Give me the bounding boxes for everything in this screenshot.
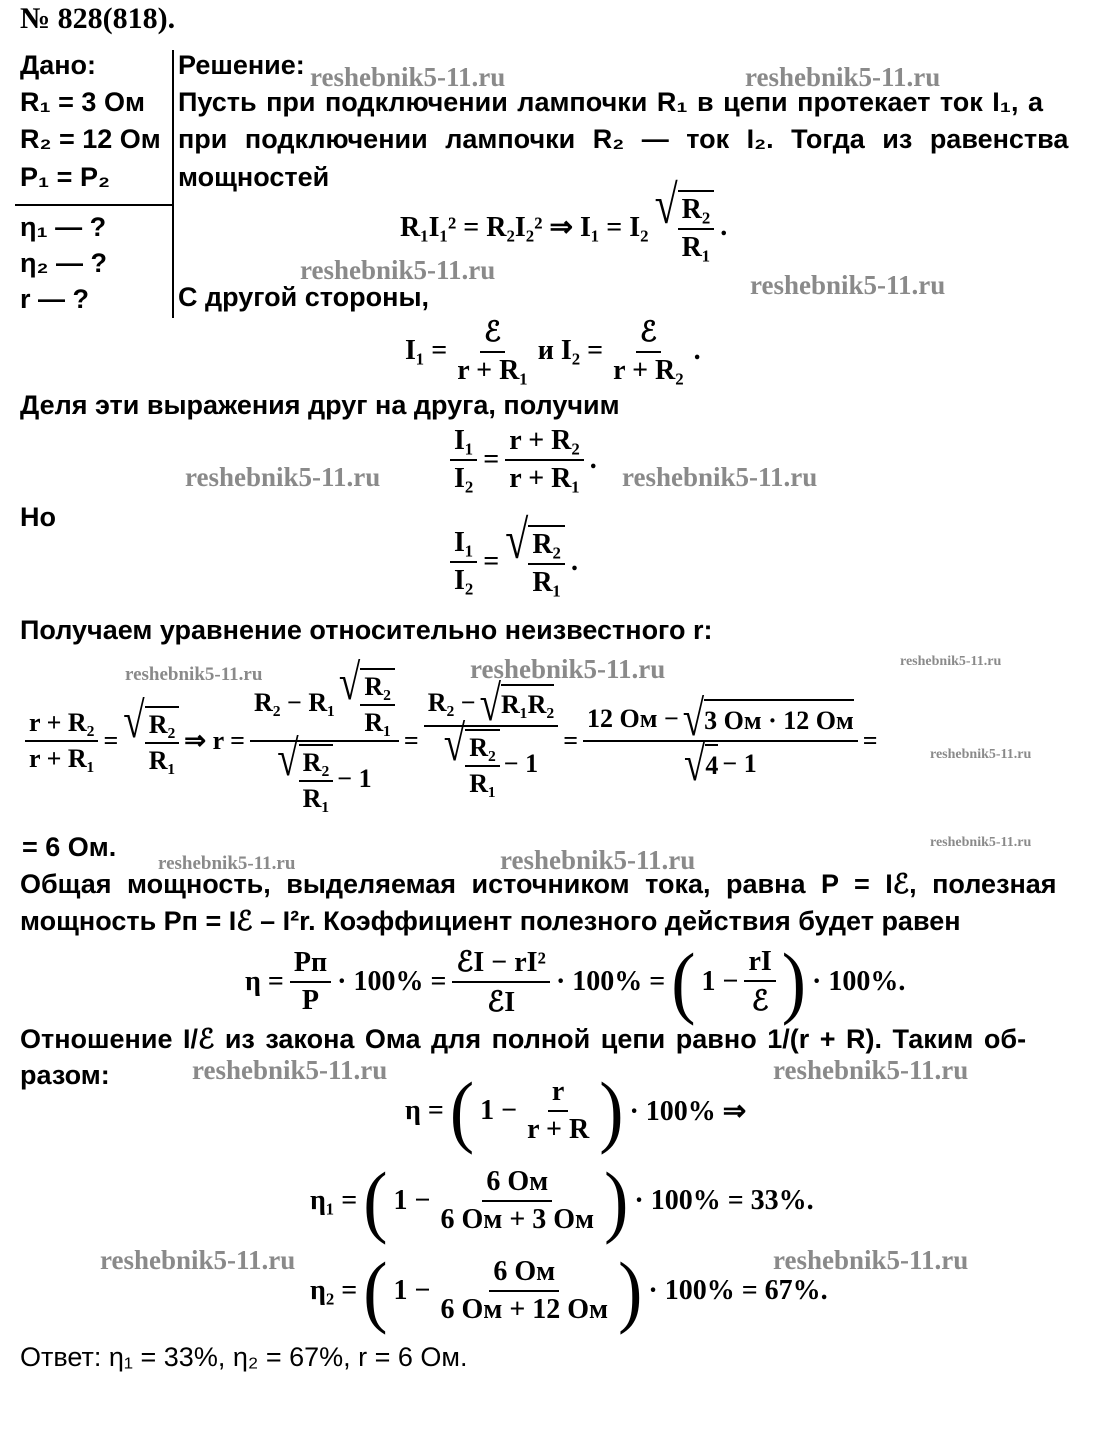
denominator: ℰI [487, 987, 516, 1018]
denominator: R₁ [364, 708, 391, 737]
solution-line: Но [20, 502, 56, 532]
solution-line: = 6 Ом. [22, 832, 117, 862]
solution-line: Отношение I/ℰ из закона Ома для полной цепи равно 1/(r + R). Таким об- [20, 1024, 1027, 1054]
find-item: η₁ — ? [20, 212, 107, 242]
numerator: R₂ [299, 748, 334, 782]
formula-text: 1 − [701, 966, 739, 997]
watermark: reshebnik5-11.ru [125, 664, 263, 685]
formula-text: . [589, 444, 597, 475]
numerator: r + R₂ [505, 425, 584, 461]
watermark: reshebnik5-11.ru [158, 853, 296, 874]
formula-text: 1 − [393, 1185, 431, 1217]
denominator: r + R₁ [509, 463, 580, 494]
numerator: 6 Ом [482, 1166, 552, 1202]
formula-text: · 100% = [555, 966, 666, 997]
formula-text: 4 [705, 744, 718, 783]
formula-text: = [483, 444, 500, 475]
formula-text: · 100% = 33%. [634, 1185, 814, 1217]
formula-text: − 1 [722, 748, 757, 778]
formula-text: I₁ = [405, 335, 448, 366]
denominator: R₁ [532, 567, 561, 598]
watermark: reshebnik5-11.ru [470, 654, 666, 684]
formula-text: · 100% = [337, 966, 447, 997]
given-item: P₁ = P₂ [20, 162, 110, 192]
formula-text: = [103, 726, 119, 755]
denominator: P [301, 985, 320, 1016]
formula-text: ⇒ r = [184, 726, 245, 755]
given-divider-vertical [172, 50, 174, 318]
formula-solve-r [25, 654, 878, 814]
numerator: ℰI − rI² [452, 945, 550, 983]
formula-text: R₂ − [427, 688, 476, 717]
formula-text: − 1 [337, 764, 372, 793]
formula-text: R₂ − R₁ [253, 688, 335, 717]
paren: ) [781, 936, 807, 1026]
solution-line: Общая мощность, выделяемая источником тока, равна P = Iℰ, полезная [20, 869, 1057, 899]
solution-line: Получаем уравнение относительно неизвестного r: [20, 615, 713, 645]
watermark: reshebnik5-11.ru [750, 270, 946, 300]
formula-text: = [563, 726, 579, 755]
given-divider-horizontal [15, 204, 173, 206]
watermark: reshebnik5-11.ru [100, 1245, 296, 1275]
solution-label: Решение: [178, 50, 305, 80]
solution-line: мощностей [178, 162, 330, 192]
formula-text: η = [405, 1095, 444, 1127]
formula-text: 1 − [393, 1275, 431, 1307]
watermark: reshebnik5-11.ru [310, 62, 506, 92]
paren: ) [599, 1065, 624, 1155]
numerator: R₂ [678, 194, 715, 230]
formula-efficiency [245, 936, 906, 1026]
solution-line: С другой стороны, [178, 282, 430, 312]
watermark: reshebnik5-11.ru [192, 1055, 388, 1085]
solution-line: разом: [20, 1060, 110, 1090]
numerator: I₁ [450, 527, 477, 563]
formula-eta2 [310, 1245, 828, 1335]
find-item: r — ? [20, 284, 90, 314]
fraction: 12 Ом − √ 3 Ом · 12 Ом √ 4 − 1 [583, 699, 858, 783]
denominator: R₁ [302, 784, 330, 813]
numerator: R₂ [528, 529, 565, 565]
formula-current-ratio [450, 425, 597, 495]
denominator: r + R [527, 1114, 590, 1146]
formula-text: · 100%. [812, 966, 906, 997]
numerator: I₁ [450, 425, 477, 461]
formula-text: − 1 [503, 748, 539, 778]
denominator: r + R₁ [457, 355, 528, 386]
formula-text: 12 Ом − [587, 703, 679, 733]
formula-text: . [720, 211, 728, 242]
problem-number: № 828(818). [20, 2, 176, 35]
solution-line: мощность Pп = Iℰ – I²r. Коэффициент полезного действия будет равен [20, 906, 961, 936]
find-item: η₂ — ? [20, 248, 107, 278]
formula-eta1 [310, 1155, 814, 1245]
formula-currents [405, 315, 701, 387]
sqrt: √ $\frac{\text{R₂}}{\text{R₁}}$ [505, 525, 565, 599]
formula-text: . [570, 546, 578, 577]
formula-ratio-sqrt [450, 511, 578, 599]
given-label: Дано: [20, 50, 97, 80]
formula-text: η₂ = [310, 1275, 358, 1307]
watermark: reshebnik5-11.ru [773, 1055, 969, 1085]
sqrt: √ $\frac{\text{R₂}}{\text{R₁}}$ [655, 190, 715, 264]
paren: ) [604, 1155, 629, 1245]
formula-text: η₁ = [310, 1185, 358, 1217]
numerator: r + R₂ [25, 708, 98, 742]
numerator: R₂ [360, 672, 395, 706]
watermark: reshebnik5-11.ru [500, 845, 696, 875]
answer-line: Ответ: η₁ = 33%, η₂ = 67%, r = 6 Ом. [20, 1342, 468, 1372]
denominator: 6 Ом + 3 Ом [440, 1204, 595, 1236]
denominator: R₁ [148, 746, 176, 775]
paren: ( [449, 1065, 475, 1155]
denominator: I₂ [454, 463, 474, 494]
formula-text: = [403, 726, 419, 755]
watermark: reshebnik5-11.ru [622, 462, 818, 492]
given-item: R₁ = 3 Ом [20, 87, 145, 117]
watermark: reshebnik5-11.ru [930, 835, 1032, 850]
formula-text: и I₂ = [537, 335, 604, 366]
fraction: R₂ − R₁ √ $\frac{\text{R₂}}{\text{R₁}}$ √ $\frac{\text{R₂}}{\text{R₁}}$ − 1 [250, 668, 399, 814]
sqrt: √ $\frac{\text{R₂}}{\text{R₁}}$ [123, 706, 179, 776]
formula-text: · 100% ⇒ [629, 1096, 747, 1128]
formula-text: = [862, 726, 878, 755]
denominator: R₁ [681, 232, 711, 263]
formula-text: η = [245, 966, 284, 997]
watermark: reshebnik5-11.ru [300, 255, 496, 285]
numerator: R₂ [145, 710, 180, 744]
formula-eta-general [405, 1065, 747, 1155]
formula-power-equality [400, 176, 728, 264]
watermark: reshebnik5-11.ru [773, 1245, 969, 1275]
paren: ( [363, 1155, 388, 1245]
denominator: 6 Ом + 12 Ом [440, 1294, 609, 1326]
paren: ( [363, 1245, 388, 1335]
solution-line: Пусть при подключении лампочки R₁ в цепи протекает ток I₁, а [178, 87, 1043, 117]
numerator: R₂ [465, 733, 500, 767]
denominator: r + R₁ [29, 744, 95, 773]
formula-text: = [483, 546, 500, 577]
denominator: I₂ [454, 565, 474, 596]
formula-text: · 100% = 67%. [648, 1275, 828, 1307]
watermark: reshebnik5-11.ru [745, 62, 941, 92]
formula-text: 1 − [480, 1095, 518, 1127]
watermark: reshebnik5-11.ru [185, 462, 381, 492]
numerator: 6 Ом [489, 1256, 559, 1292]
paren: ( [671, 936, 696, 1026]
formula-text: . [693, 335, 701, 366]
formula-text: R₁R₂ [501, 684, 554, 723]
fraction: R₂ − √ R₁R₂ √ $\frac{\text{R₂}}{\text{R₁}}$ − 1 [424, 684, 558, 799]
denominator: R₁ [469, 768, 496, 798]
numerator: ℰ [480, 315, 505, 353]
numerator: rI [744, 946, 775, 982]
watermark: reshebnik5-11.ru [930, 747, 1032, 762]
numerator: Pп [290, 947, 331, 983]
solution-line: при подключении лампочки R₂ — ток I₂. Тогда из равенства [178, 124, 1069, 154]
formula-text: R₁I₁² = R₂I₂² ⇒ I₁ = I₂ [400, 212, 649, 243]
denominator: r + R₂ [613, 355, 684, 386]
given-item: R₂ = 12 Ом [20, 124, 161, 154]
numerator: r [548, 1076, 568, 1112]
denominator: ℰ [751, 986, 769, 1017]
watermark: reshebnik5-11.ru [900, 654, 1002, 669]
paren: ) [618, 1245, 643, 1335]
numerator: ℰ [636, 315, 661, 353]
solution-line: Деля эти выражения друг на друга, получим [20, 390, 620, 420]
formula-text: 3 Ом · 12 Ом [704, 699, 854, 738]
